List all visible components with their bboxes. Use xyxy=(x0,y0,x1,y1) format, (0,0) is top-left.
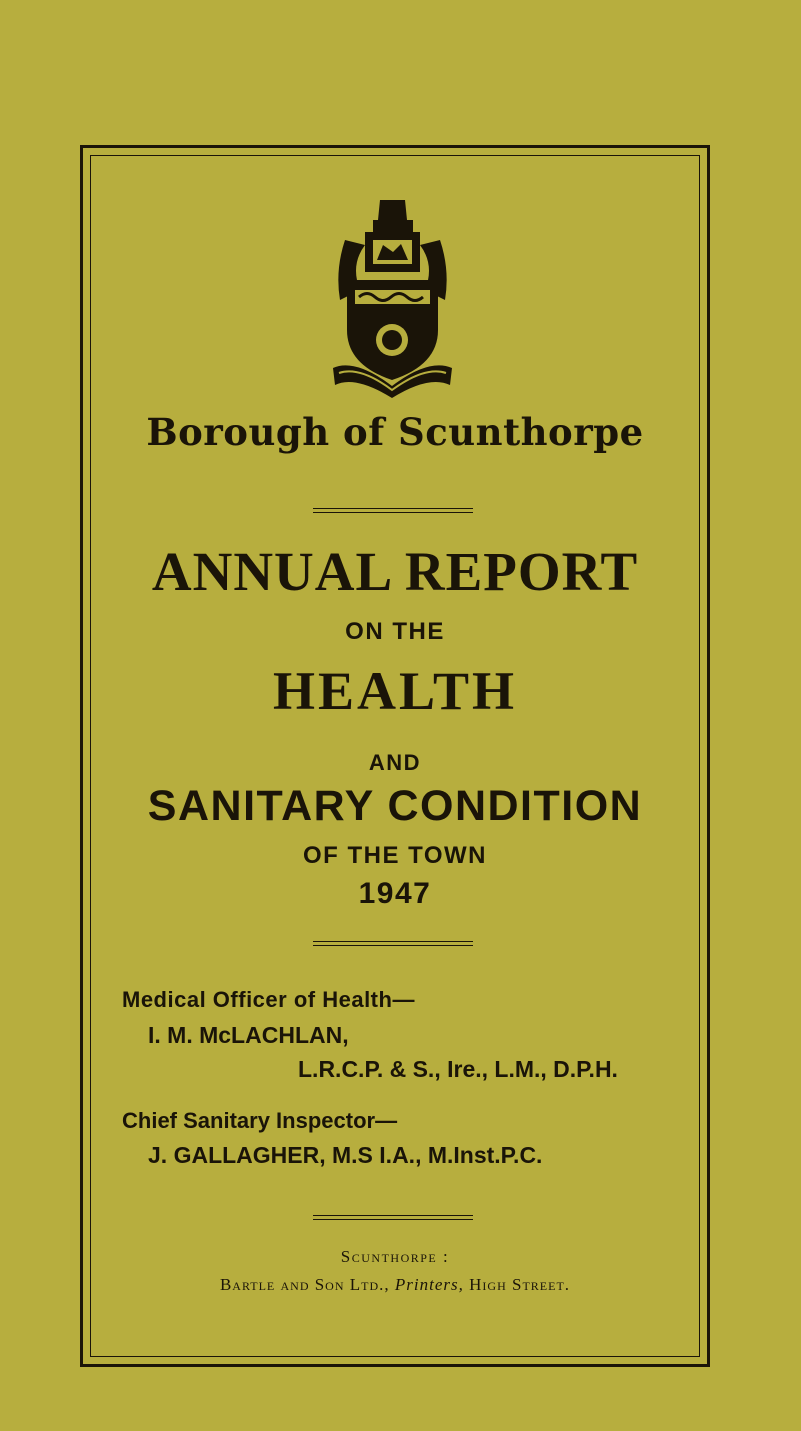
report-title: ANNUAL REPORT xyxy=(151,541,639,602)
subtitle-health: HEALTH xyxy=(272,661,518,721)
sanitary-inspector-label: Chief Sanitary Inspector— xyxy=(122,1108,398,1133)
printer-imprint xyxy=(80,1275,710,1295)
divider xyxy=(313,1215,473,1216)
report-year: 1947 xyxy=(358,877,432,910)
printer-place: Scunthorpe : xyxy=(340,1247,450,1266)
borough-heading: Borough of Scunthorpe xyxy=(146,410,644,454)
divider xyxy=(313,941,473,942)
subtitle-sanitary-condition: SANITARY CONDITION xyxy=(147,782,643,830)
divider xyxy=(313,945,473,946)
printer-address: High Street. xyxy=(469,1275,571,1294)
divider xyxy=(313,1219,473,1220)
sanitary-inspector-name: J. GALLAGHER, M.S I.A., M.Inst.P.C. xyxy=(148,1142,543,1168)
subtitle-on-the: ON THE xyxy=(345,618,445,645)
printer-firm: Bartle and Son Ltd., xyxy=(219,1275,390,1294)
medical-officer-label: Medical Officer of Health— xyxy=(122,987,415,1012)
divider xyxy=(313,512,473,513)
divider xyxy=(313,508,473,509)
subtitle-and: AND xyxy=(368,750,422,775)
borough-crest-icon xyxy=(325,190,460,400)
printer-role: Printers, xyxy=(394,1275,464,1294)
medical-officer-name: I. M. McLACHLAN, xyxy=(148,1022,349,1048)
subtitle-of-the-town: OF THE TOWN xyxy=(302,842,488,869)
medical-officer-qualifications: L.R.C.P. & S., Ire., L.M., D.P.H. xyxy=(298,1056,618,1082)
